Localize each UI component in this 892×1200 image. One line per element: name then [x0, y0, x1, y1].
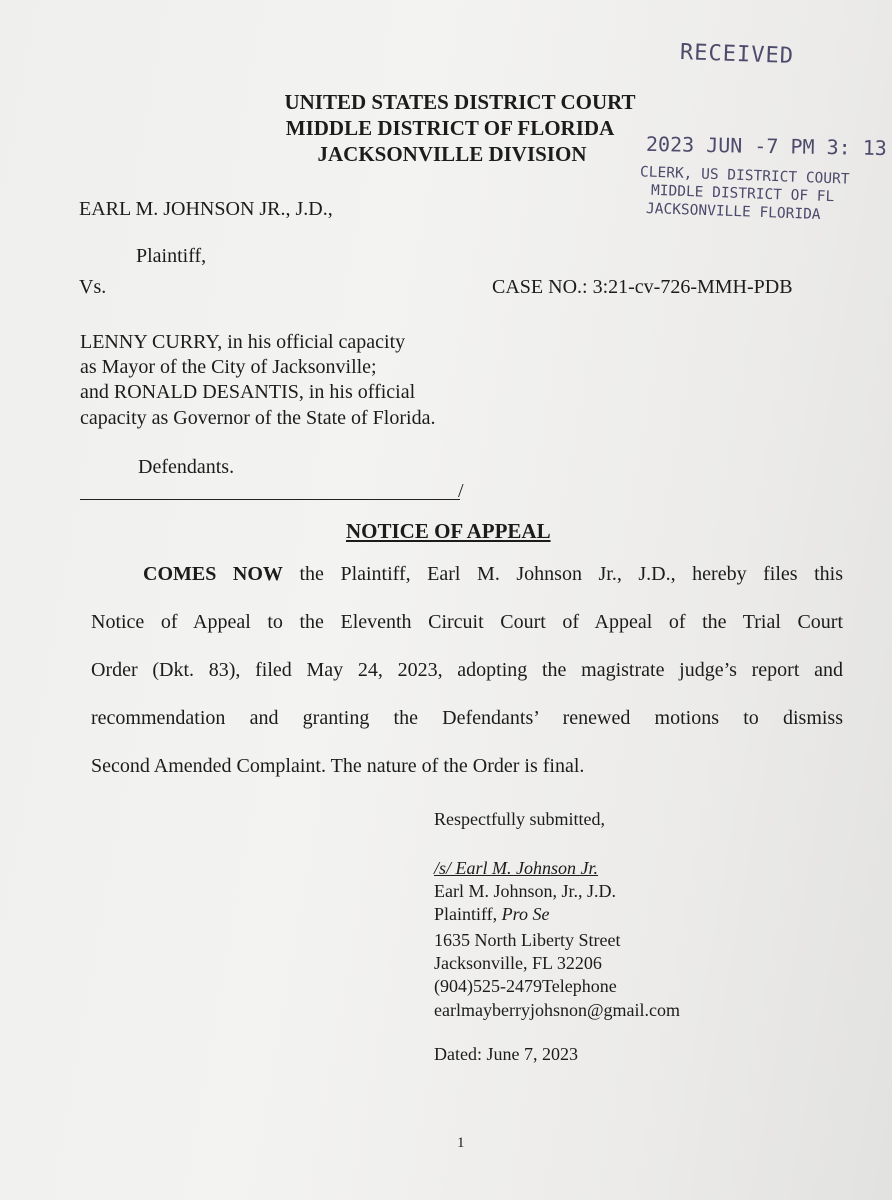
- defendants-line-4: capacity as Governor of the State of Florida.: [80, 407, 436, 429]
- signature-dated: Dated: June 7, 2023: [434, 1044, 578, 1064]
- plaintiff-name: EARL M. JOHNSON JR., J.D.,: [79, 198, 333, 220]
- versus-label: Vs.: [79, 276, 107, 298]
- signature-electronic: /s/ Earl M. Johnson Jr.: [434, 858, 598, 878]
- received-stamp-label: RECEIVED: [679, 40, 795, 69]
- signature-address-line-1: 1635 North Liberty Street: [434, 930, 621, 950]
- defendants-line-2: as Mayor of the City of Jacksonville;: [80, 356, 377, 378]
- signature-name: Earl M. Johnson, Jr., J.D.: [434, 881, 617, 901]
- signature-role-italic: Pro Se: [501, 904, 550, 924]
- defendants-line-3: and RONALD DESANTIS, in his official: [80, 381, 416, 403]
- caption-divider-slash: /: [458, 480, 464, 502]
- caption-divider-line: [80, 499, 460, 500]
- signature-phone: (904)525-2479Telephone: [434, 976, 617, 996]
- court-name-line-3: JACKSONVILLE DIVISION: [317, 142, 587, 166]
- page-number: 1: [457, 1135, 465, 1151]
- body-line-4: recommendation and granting the Defendants’ renewed motions to dismiss: [91, 707, 843, 729]
- body-lead-bold: COMES NOW: [143, 563, 283, 585]
- body-line-1-text: the Plaintiff, Earl M. Johnson Jr., J.D., hereby files this: [282, 563, 844, 585]
- received-stamp-clerk-line-1: CLERK, US DISTRICT COURT: [639, 164, 850, 188]
- court-name-line-1: UNITED STATES DISTRICT COURT: [284, 90, 636, 114]
- signature-address-line-2: Jacksonville, FL 32206: [434, 953, 602, 973]
- signature-role: [434, 903, 550, 926]
- signature-email: earlmayberryjohsnon@gmail.com: [434, 1000, 681, 1020]
- received-stamp-datetime: 2023 JUN -7 PM 3: 13: [645, 131, 888, 161]
- body-line-1: [91, 550, 843, 598]
- body-line-5: Second Amended Complaint. The nature of the Order is final.: [91, 755, 585, 777]
- body-line-3: Order (Dkt. 83), filed May 24, 2023, adopting the magistrate judge’s report and: [91, 659, 843, 681]
- defendants-line-1: LENNY CURRY, in his official capacity: [80, 331, 406, 353]
- received-stamp-clerk-line-2: MIDDLE DISTRICT OF FL: [650, 182, 835, 206]
- case-number: CASE NO.: 3:21-cv-726-MMH-PDB: [492, 276, 793, 298]
- received-stamp-clerk-line-3: JACKSONVILLE FLORIDA: [645, 200, 821, 224]
- signature-closing: Respectfully submitted,: [434, 809, 605, 829]
- defendants-label: Defendants.: [138, 456, 235, 478]
- document-title: NOTICE OF APPEAL: [346, 519, 551, 543]
- body-line-2: Notice of Appeal to the Eleventh Circuit Court of Appeal of the Trial Court: [91, 611, 843, 633]
- signature-role-prefix: Plaintiff,: [434, 904, 502, 924]
- plaintiff-label: Plaintiff,: [136, 245, 207, 267]
- court-name-line-2: MIDDLE DISTRICT OF FLORIDA: [285, 116, 615, 140]
